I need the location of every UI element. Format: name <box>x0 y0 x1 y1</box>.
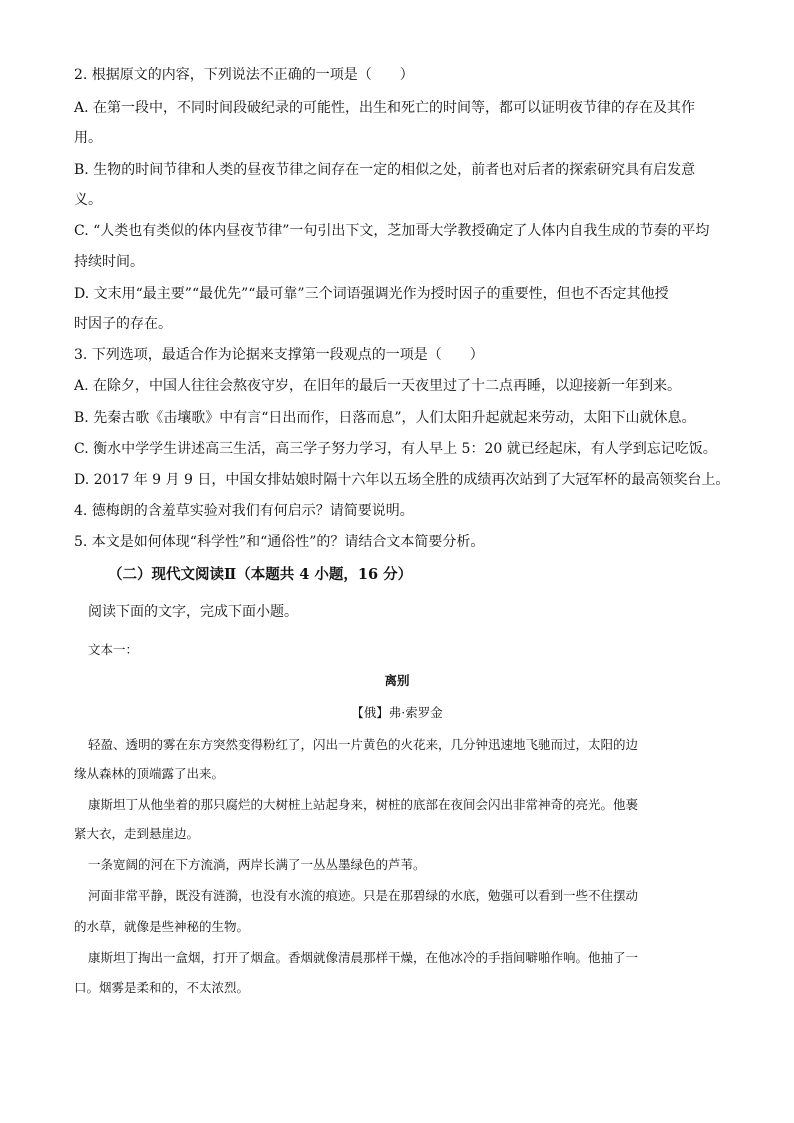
question-2-option-c-line2: 持续时间。 <box>74 254 144 270</box>
question-3-option-a: A. 在除夕，中国人往往会熬夜守岁，在旧年的最后一天夜里过了十二点再睡，以迎接新一年到来。 <box>74 378 682 394</box>
question-2-option-d-line1: D. 文末用“最主要”“最优先”“最可靠”三个词语强调光作为授时因子的重要性，但也不否定其他授 <box>74 286 669 302</box>
question-2-option-c-line1: C. “人类也有类似的体内昼夜节律”一句引出下文，芝加哥大学教授确定了人体内自我生成的节奏的平均 <box>74 223 710 239</box>
question-2-option-a-line2: 用。 <box>74 130 102 146</box>
question-2-option-b-line2: 义。 <box>74 192 102 208</box>
story-author: 【俄】弗·索罗金 <box>351 705 443 720</box>
question-3-option-d: D. 2017 年 9 月 9 日，中国女排姑娘时隔十六年以五场全胜的成绩再次站到了大冠军杯的最高领奖台上。 <box>74 472 730 488</box>
paragraph-4-line1: 河面非常平静，既没有涟漪，也没有水流的痕迹。只是在那碧绿的水底，勉强可以看到一些不住摆动 <box>88 888 639 903</box>
story-title: 离别 <box>384 673 410 688</box>
text-one-label: 文本一： <box>88 642 139 657</box>
paragraph-2-line1: 康斯坦丁从他坐着的那只腐烂的大树桩上站起身来，树桩的底部在夜间会闪出非常神奇的亮光。他裹 <box>88 797 639 812</box>
question-3-stem: 3. 下列选项，最适合作为论据来支撑第一段观点的一项是（ ） <box>74 347 484 363</box>
paragraph-3-line1: 一条宽阔的河在下方流淌，两岸长满了一丛丛墨绿色的芦苇。 <box>88 857 426 872</box>
question-2-option-d-line2: 时因子的存在。 <box>74 316 172 332</box>
question-2-stem: 2. 根据原文的内容，下列说法不正确的一项是（ ） <box>74 67 414 83</box>
paragraph-1-line2: 缘从森林的顶端露了出来。 <box>74 766 225 781</box>
paragraph-5-line1: 康斯坦丁掏出一盒烟，打开了烟盒。香烟就像清晨那样干燥，在他冰冷的手指间噼啪作响。他抽了一 <box>88 950 639 965</box>
question-5: 5. 本文是如何体现“科学性”和“通俗性”的？请结合文本简要分析。 <box>74 534 485 550</box>
question-2-option-a-line1: A. 在第一段中，不同时间段破纪录的可能性，出生和死亡的时间等，都可以证明夜节律的存在及其作 <box>74 100 696 116</box>
paragraph-5-line2: 口。烟雾是柔和的，不太浓烈。 <box>74 980 250 995</box>
question-3-option-c: C. 衡水中学学生讲述高三生活，高三学子努力学习，有人早上 5：20 就已经起床，有人学到忘记吃饭。 <box>74 441 717 457</box>
question-3-option-b: B. 先秦古歌《击壤歌》中有言“日出而作，日落而息”，人们太阳升起就起来劳动，太阳下山就休息。 <box>74 410 696 426</box>
question-2-option-b-line1: B. 生物的时间节律和人类的昼夜节律之间存在一定的相似之处，前者也对后者的探索研究具有启发意 <box>74 162 696 178</box>
section-heading: （二）现代文阅读Ⅱ（本题共 4 小题，16 分） <box>108 566 413 583</box>
reading-instruction: 阅读下面的文字，完成下面小题。 <box>88 604 298 620</box>
question-4: 4. 德梅朗的含羞草实验对我们有何启示？请简要说明。 <box>74 503 414 519</box>
paragraph-1-line1: 轻盈、透明的雾在东方突然变得粉红了，闪出一片黄色的火花来，几分钟迅速地飞驰而过，太阳的边 <box>88 737 639 752</box>
paragraph-2-line2: 紧大衣，走到悬崖边。 <box>74 826 200 841</box>
paragraph-4-line2: 的水草，就像是些神秘的生物。 <box>74 919 250 934</box>
